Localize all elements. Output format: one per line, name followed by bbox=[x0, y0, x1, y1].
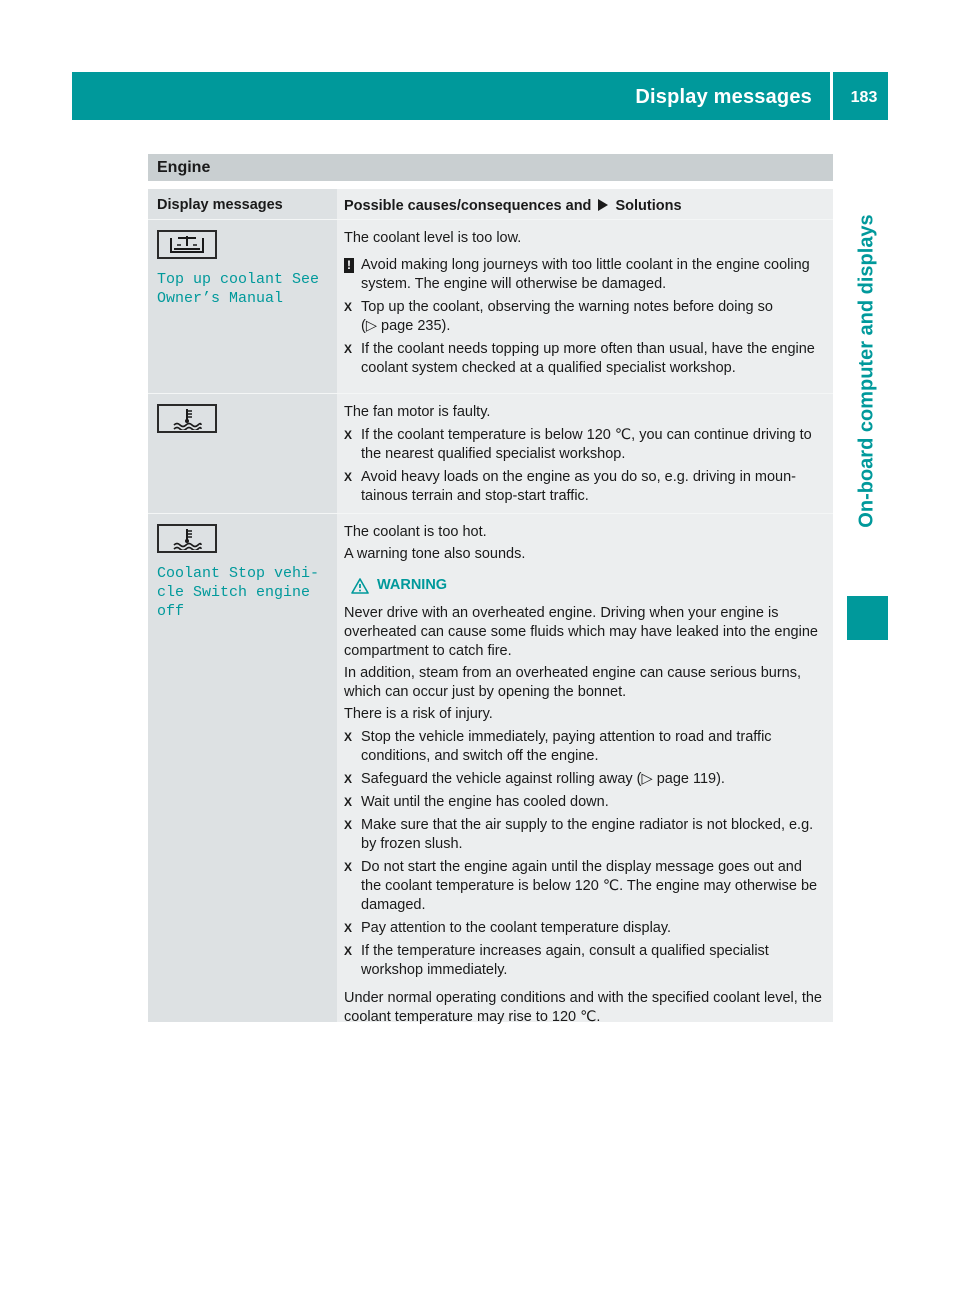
bullet-x-icon: X bbox=[344, 730, 353, 744]
header-causes-solutions: Possible causes/consequences and Solutions bbox=[337, 189, 833, 219]
play-arrow-icon bbox=[598, 199, 608, 211]
display-message-text: Coolant Stop vehi‐ cle Switch engine off bbox=[157, 565, 320, 620]
list-item: X Top up the coolant, observing the warning notes before doing so (▷ page 235). bbox=[344, 299, 773, 334]
page-number: 183 bbox=[850, 89, 878, 106]
display-messages-table bbox=[148, 189, 833, 1025]
list-item: X Pay attention to the coolant temperature display. bbox=[344, 920, 672, 936]
list-item: X Wait until the engine has cooled down. bbox=[344, 794, 609, 810]
bullet-x-icon: X bbox=[344, 428, 353, 442]
list-item: X Safeguard the vehicle against rolling away (▷ page 119). bbox=[344, 771, 725, 787]
bullet-x-icon: X bbox=[344, 921, 353, 935]
bullet-x-icon: X bbox=[344, 818, 353, 832]
section-title bbox=[148, 154, 833, 181]
cause-text: A warning tone also sounds. bbox=[344, 546, 526, 562]
page-ref-arrow-icon: ▷ bbox=[365, 318, 377, 334]
warning-text: There is a risk of injury. bbox=[344, 706, 493, 722]
coolant-temperature-icon bbox=[157, 524, 217, 553]
page-reference-link[interactable]: page 235). bbox=[381, 318, 451, 334]
cause-text: The coolant level is too low. bbox=[344, 230, 522, 246]
page-reference-link[interactable]: page 119). bbox=[656, 771, 725, 787]
page-header bbox=[72, 72, 888, 120]
header-title: Display messages bbox=[635, 86, 812, 108]
warning-label: WARNING bbox=[377, 577, 448, 593]
bullet-x-icon: X bbox=[344, 795, 353, 809]
warning-text: Never drive with an overheated engine. Driving when your engine is overheated can cause some fluids which may have leaked into the engine compartment to catch fire. bbox=[344, 605, 818, 659]
list-item: X Avoid heavy loads on the engine as you do so, e.g. driving in moun-tainous terrain and stop-start traffic. bbox=[344, 469, 797, 504]
side-chapter-label: On-board computer and displays bbox=[855, 214, 878, 528]
warning-heading bbox=[351, 576, 826, 595]
notice-block bbox=[344, 256, 826, 294]
side-chapter-tab bbox=[847, 128, 887, 614]
warning-triangle-icon bbox=[351, 578, 369, 594]
section-title-text: Engine bbox=[157, 159, 211, 176]
cause-text: The fan motor is faulty. bbox=[344, 404, 491, 420]
bullet-x-icon: X bbox=[344, 772, 353, 786]
list-item: X Stop the vehicle immediately, paying attention to road and traffic conditions, and switch off the engine. bbox=[344, 729, 772, 764]
table-row bbox=[148, 513, 833, 1025]
coolant-temperature-icon bbox=[157, 404, 217, 433]
bullet-x-icon: X bbox=[344, 300, 353, 314]
header-display-messages: Display messages bbox=[148, 189, 337, 219]
table-header-row bbox=[148, 189, 833, 219]
table-row bbox=[148, 219, 833, 393]
header-divider bbox=[830, 72, 833, 120]
bullet-x-icon: X bbox=[344, 860, 353, 874]
list-item: X If the coolant needs topping up more often than usual, have the engine coolant system checked at a qualified specialist workshop. bbox=[344, 341, 815, 376]
table-row bbox=[148, 393, 833, 513]
list-item: X Make sure that the air supply to the engine radiator is not blocked, e.g. by frozen slush. bbox=[344, 817, 814, 852]
bullet-x-icon: X bbox=[344, 944, 353, 958]
outro-text: Under normal operating conditions and with the specified coolant level, the coolant temperature may rise to 120 ℃. bbox=[344, 990, 822, 1025]
side-chapter-marker bbox=[847, 596, 888, 640]
list-item: X Do not start the engine again until the display message goes out and the coolant temperature is below 120 ℃. The engine may otherwise be damaged. bbox=[344, 859, 818, 913]
warning-text: In addition, steam from an overheated engine can cause serious burns, which can occur just by opening the bonnet. bbox=[344, 665, 802, 700]
notice-text: Avoid making long journeys with too little coolant in the engine cooling system. The engine will otherwise be damaged. bbox=[361, 257, 810, 292]
coolant-level-icon bbox=[157, 230, 217, 259]
page-ref-arrow-icon: ▷ bbox=[641, 771, 653, 787]
bullet-x-icon: X bbox=[344, 470, 353, 484]
list-item: X If the coolant temperature is below 120 ℃, you can continue driving to the nearest qualified specialist workshop. bbox=[344, 427, 812, 462]
list-item: X If the temperature increases again, consult a qualified specialist workshop immediately. bbox=[344, 943, 769, 978]
exclamation-icon: ! bbox=[344, 258, 354, 273]
cause-text: The coolant is too hot. bbox=[344, 524, 487, 540]
display-message-text: Top up coolant See Owner’s Manual bbox=[157, 271, 320, 307]
bullet-x-icon: X bbox=[344, 342, 353, 356]
